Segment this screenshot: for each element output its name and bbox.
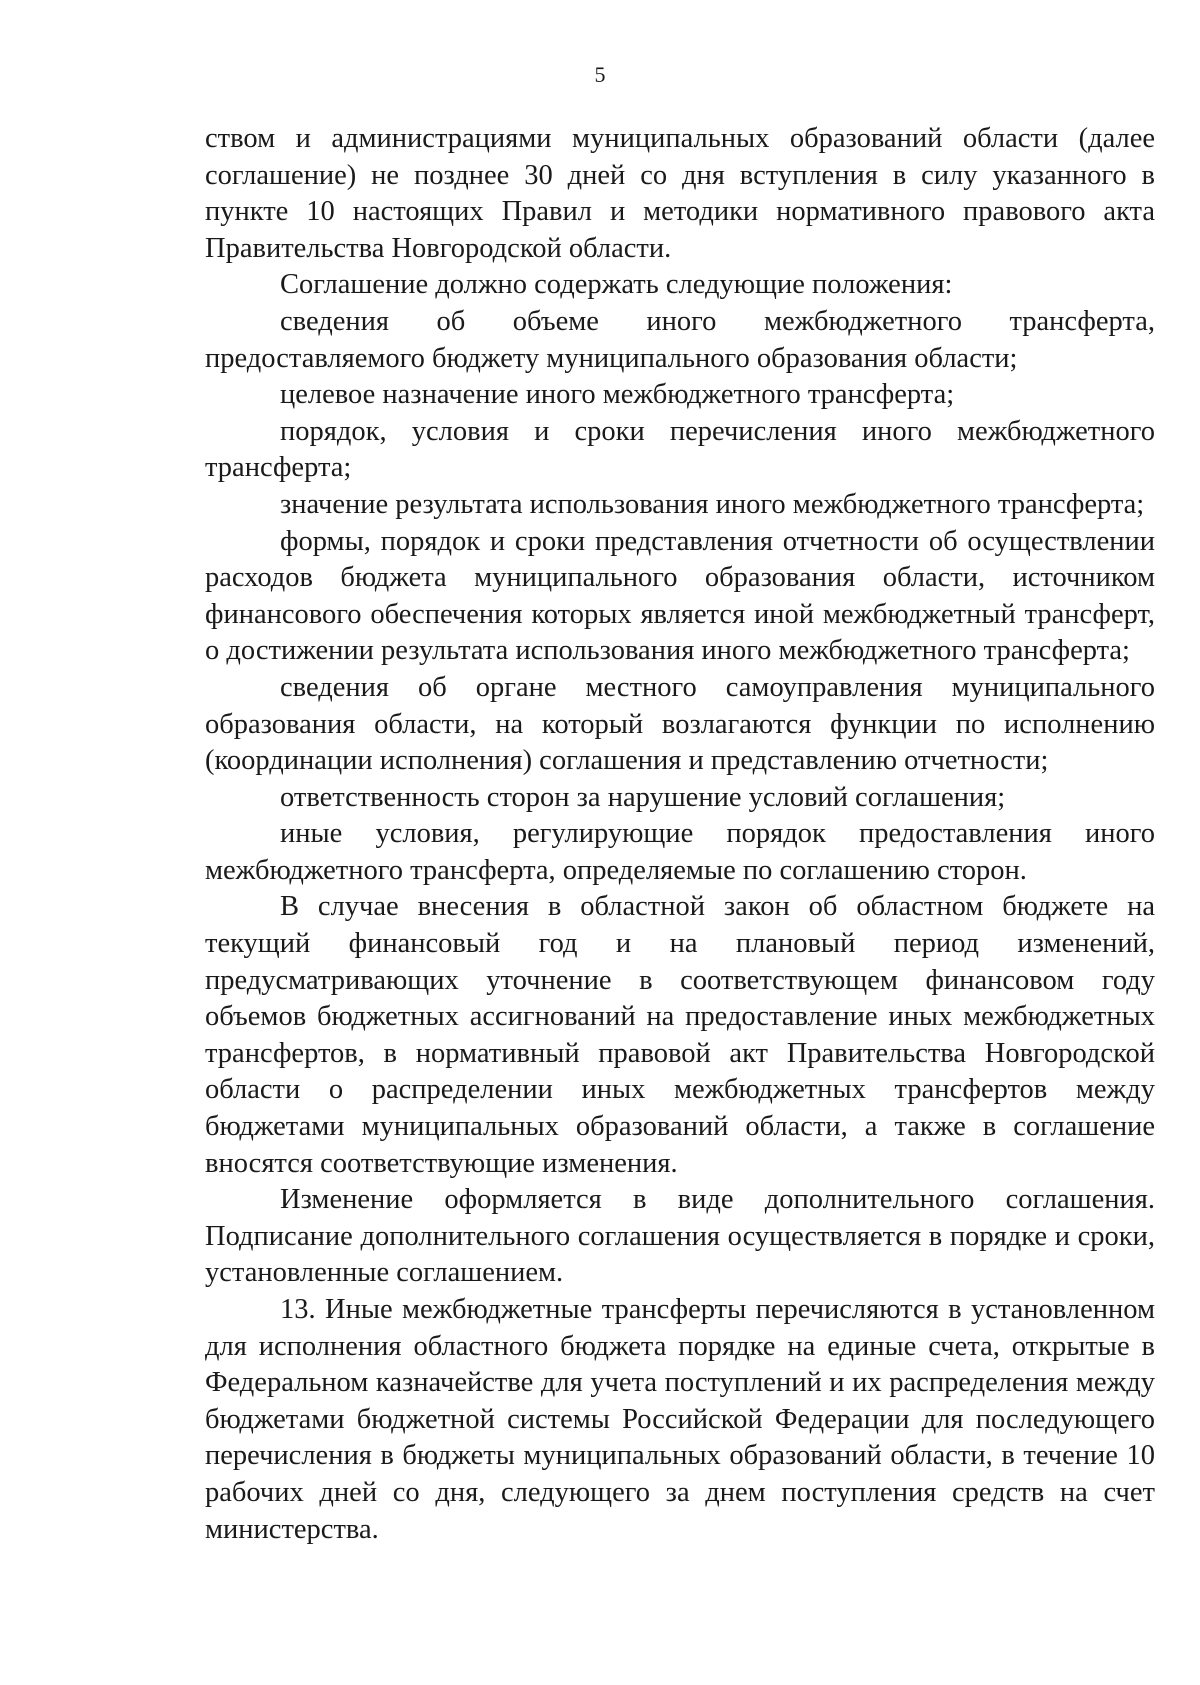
paragraph-agreement-provisions-intro: Соглашение должно содержать следующие положения: bbox=[280, 269, 953, 301]
paragraph-section-13-transfers: 13. Иные межбюджетные трансферты перечисляются в установленном для исполнения областного бюджета порядке на единые счета, открытые в Федеральном казначействе для учета поступлений и их распределения между бюджетами бюджетной системы Российской Федерации для последующего перечисления в бюджеты муниципальных образований области, в течение 10 рабочих дней со дня, следующего за днем поступления средств на счет министерства. bbox=[205, 1294, 1155, 1545]
paragraph-transfer-procedure: порядок, условия и сроки перечисления иного межбюджетного трансферта; bbox=[205, 415, 1155, 484]
paragraph-liability: ответственность сторон за нарушение условий соглашения; bbox=[280, 781, 1006, 813]
paragraph-reporting-forms: формы, порядок и сроки представления отчетности об осуществлении расходов бюджета муниципального образования области, источником финансового обеспечения которых является иной межбюджетный трансферт, о достижении результата использования иного межбюджетного трансферта; bbox=[205, 525, 1155, 667]
paragraph-supplementary-agreement: Изменение оформляется в виде дополнительного соглашения. Подписание дополнительного соглашения осуществляется в порядке и сроки, установленные соглашением. bbox=[205, 1184, 1155, 1289]
paragraph-transfer-purpose: целевое назначение иного межбюджетного трансферта; bbox=[280, 379, 955, 411]
paragraph-agreement-deadline: ством и администрациями муниципальных образований области (далее соглашение) не позднее 30 дней со дня вступления в силу указанного в пункте 10 настоящих Правил и методики нормативного правового акта Правительства Новгородской области. bbox=[205, 123, 1155, 264]
document-body bbox=[205, 121, 1155, 1548]
paragraph-local-authority: сведения об органе местного самоуправления муниципального образования области, на который возлагаются функции по исполнению (координации исполнения) соглашения и представлению отчетности; bbox=[205, 671, 1155, 777]
paragraph-transfer-result-value: значение результата использования иного межбюджетного трансферта; bbox=[280, 488, 1145, 520]
paragraph-budget-amendments: В случае внесения в областной закон об областном бюджете на текущий финансовый год и на плановый период изменений, предусматривающих уточнение в соответствующем финансовом году объемов бюджетных ассигнований на предоставление иных межбюджетных трансфертов, в нормативный правовой акт Правительства Новгородской области о распределении иных межбюджетных трансфертов между бюджетами муниципальных образований области, а также в соглашение вносятся соответствующие изменения. bbox=[205, 891, 1155, 1179]
page-number: 5 bbox=[594, 62, 606, 87]
paragraph-transfer-volume: сведения об объеме иного межбюджетного трансферта, предоставляемого бюджету муниципального образования области; bbox=[205, 305, 1155, 374]
paragraph-other-conditions: иные условия, регулирующие порядок предоставления иного межбюджетного трансферта, определяемые по соглашению сторон. bbox=[205, 818, 1155, 886]
